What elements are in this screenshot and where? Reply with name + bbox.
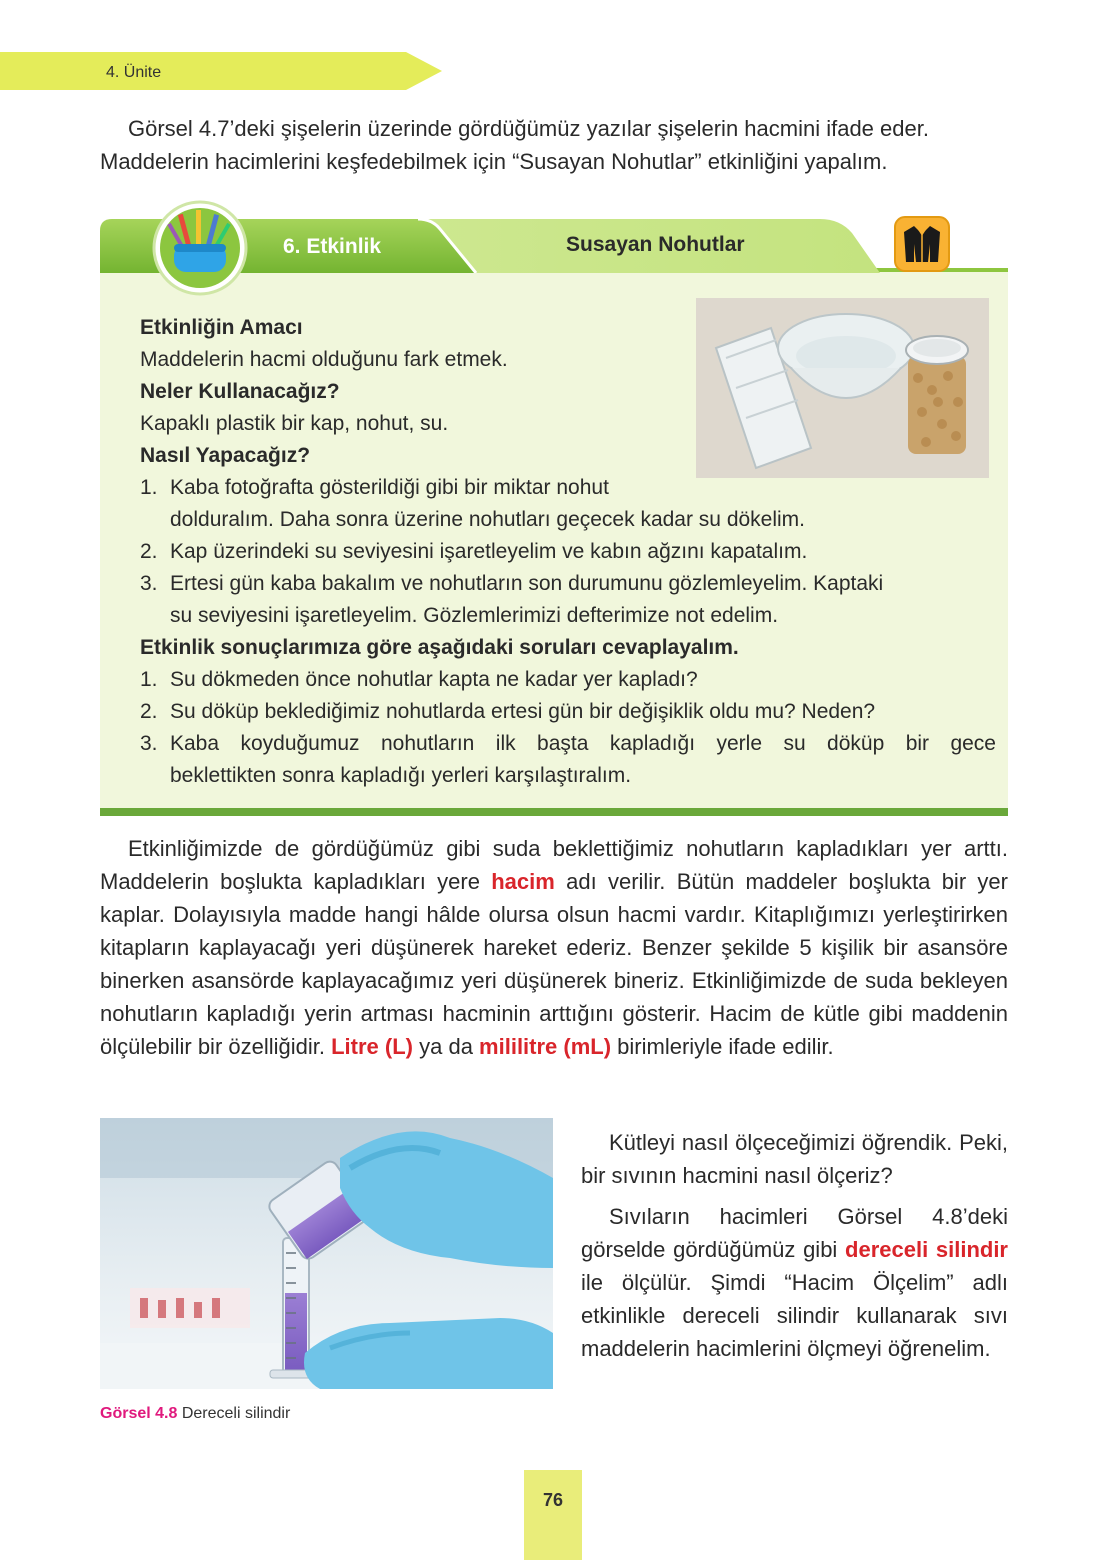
term-dereceli-silindir: dereceli silindir — [845, 1237, 1008, 1262]
intro-paragraph: Görsel 4.7’deki şişelerin üzerinde gördüğümüz yazılar şişelerin hacmini ifade eder. Maddelerin hacimlerini keşfedebilmek için “Susayan Nohutlar” etkinliğini yapalım. — [100, 116, 929, 174]
list-item-continuation: dolduralım. Daha sonra üzerine nohutları geçecek kadar su dökelim. — [170, 508, 806, 531]
list-item: 2. Kap üzerindeki su seviyesini işaretleyelim ve kabın ağzını kapatalım. — [140, 540, 808, 563]
list-item-continuation: su seviyesini işaretleyelim. Gözlemlerimizi defterimize not edelim. — [170, 604, 779, 627]
activity-number: 6. Etkinlik — [283, 235, 382, 258]
body-paragraph: Etkinliğimizde de gördüğümüz gibi suda beklettiğimiz nohutların kapladıkları yer arttı. Maddelerin boşlukta kapladıkları yere hacim adı verilir. Bütün maddeler boşlukta bir yer kaplar. Dolayısıyla madde hangi hâlde olursa olsun hacmi vardır. Kitaplığımızı yerleştirirken kitapların kaplayacağı yeri düşünerek hareket ederiz. Benzer şekilde 5 kişilik bir asansöre binerken asansörde kaplayacağımız yeri düşünerek bineriz. Etkinliğimizde de suda bekleyen nohutların kapladığı yerin artması hacminin arttığını gösterir. Hacim de kütle gibi maddenin ölçülebilir bir özelliğidir. Litre (L) ya da mililitre (mL) birimleriyle ifade edilir. — [100, 836, 1008, 1059]
graduated-cylinder-photo — [100, 1118, 553, 1389]
chickpea-jar-photo — [696, 298, 989, 478]
activity-title: Susayan Nohutlar — [566, 233, 745, 256]
aim-heading: Etkinliğin Amacı — [140, 316, 303, 339]
term-litre: Litre (L) — [331, 1034, 413, 1059]
term-hacim: hacim — [491, 869, 555, 894]
list-item: 1. Su dökmeden önce nohutlar kapta ne kadar yer kapladı? — [140, 668, 698, 691]
page-number: 76 — [542, 1490, 564, 1510]
unit-label: 4. Ünite — [106, 64, 162, 81]
term-mililitre: mililitre (mL) — [479, 1034, 612, 1059]
side-paragraph-2: Sıvıların hacimleri Görsel 4.8’deki görselde gördüğümüz gibi dereceli silindir ile ölçülür. Şimdi “Hacim Ölçelim” adlı etkinlikle dereceli silindir kullanarak sıvı maddelerin hacimlerini ölçmeyi öğrenelim. — [581, 1204, 1008, 1361]
list-item: 1. Kaba fotoğrafta gösterildiği gibi bir miktar nohut — [140, 476, 609, 499]
list-item: 3. Ertesi gün kaba bakalım ve nohutların son durumunu gözlemleyelim. Kaptaki — [140, 572, 884, 595]
page-number-tab — [524, 1470, 582, 1560]
materials-text: Kapaklı plastik bir kap, nohut, su. — [140, 412, 449, 435]
pencil-case-icon — [152, 200, 248, 296]
list-item: 2. Su döküp beklediğimiz nohutlarda ertesi gün bir değişiklik oldu mu? Neden? — [140, 700, 876, 723]
figure-caption: Görsel 4.8 Dereceli silindir — [100, 1405, 291, 1422]
unit-tab — [0, 52, 442, 90]
steps-heading: Nasıl Yapacağız? — [140, 444, 311, 467]
side-paragraph-1: Kütleyi nasıl ölçeceğimizi öğrendik. Peki, bir sıvının hacmini nasıl ölçeriz? — [581, 1130, 1008, 1188]
activity-bottom-rule — [100, 808, 1008, 816]
questions-heading: Etkinlik sonuçlarımıza göre aşağıdaki soruları cevaplayalım. — [140, 636, 739, 659]
materials-heading: Neler Kullanacağız? — [140, 380, 340, 403]
lab-coat-icon — [894, 216, 950, 272]
list-item-continuation: beklettikten sonra kapladığı yerleri karşılaştıralım. — [170, 764, 632, 787]
list-item: 3. Kaba koyduğumuz nohutların ilk başta kapladığı yerle su döküp bir gece — [140, 732, 996, 755]
aim-text: Maddelerin hacmi olduğunu fark etmek. — [140, 348, 508, 371]
